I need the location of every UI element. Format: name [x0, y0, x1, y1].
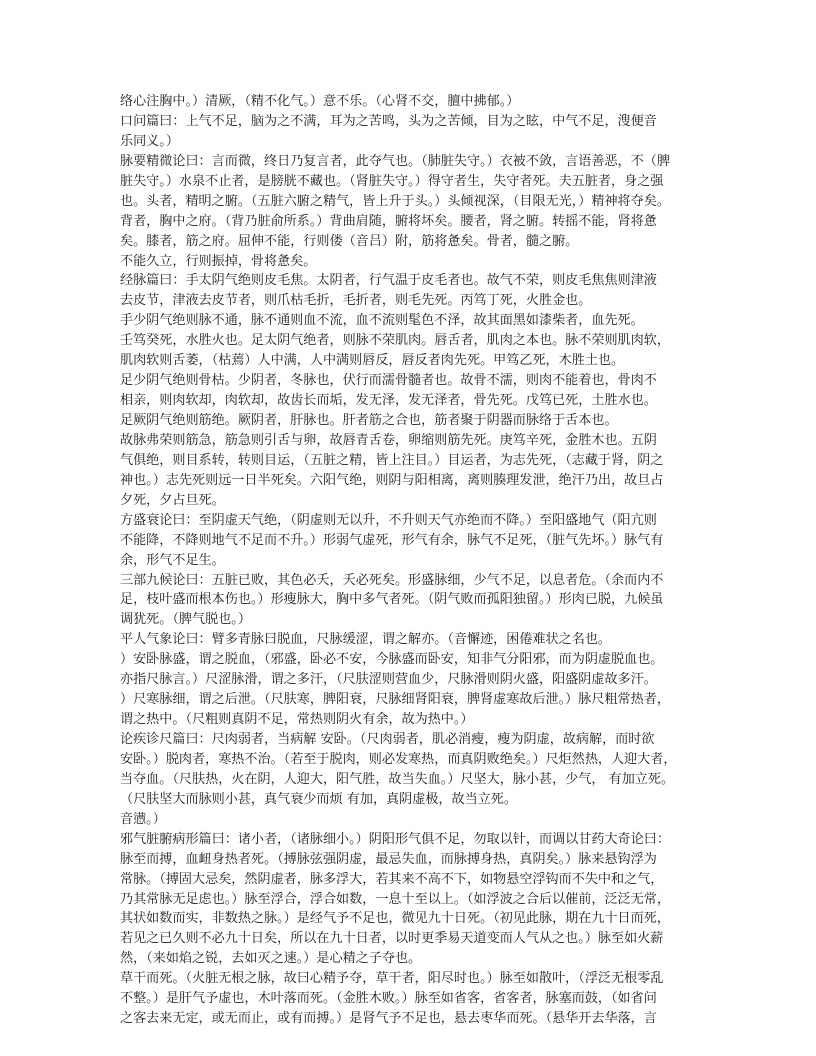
text-line: 气俱绝，则目系转，转则目运，（五脏之精，皆上注目。）目运者，为志先死，（志藏于肾，阴之: [120, 452, 664, 468]
text-line: ）尺寒脉细，谓之后泄。（尺肤寒，脾阳衰，尺脉细肾阳衰，脾肾虚寒故后泄。）脉尺粗常热者，: [120, 692, 670, 708]
text-line: 音懑。）: [120, 811, 166, 827]
text-line: 邪气脏腑病形篇曰：诸小者，（诸脉细小。）阴阳形气俱不足，勿取以针，而调以甘药大奇论曰：: [120, 831, 670, 847]
text-line: 不能久立，行则振掉，骨将惫矣。: [120, 253, 317, 269]
text-line: 矣。膝者，筋之府。屈伸不能，行则偻（音吕）附，筋将惫矣。骨者，髓之腑。: [120, 233, 579, 249]
text-line: （尺肤坚大而脉则小甚，真气衰少而烦 有加，真阴虚极，故当立死。: [120, 791, 517, 807]
text-line: 当夺血。（尺肤热，火在阴，人迎大，阳气胜，故当失血。）尺坚大，脉小甚，少气， 有加立死。: [120, 771, 675, 787]
text-line: 调犹死。（脾气脱也。）: [120, 612, 251, 628]
text-line: 夕死，夕占旦死。: [120, 492, 225, 508]
text-line: 背者，胸中之府。（背乃脏俞所系。）背曲肩随，腑将坏矣。腰者，肾之腑。转摇不能，肾将惫: [120, 213, 657, 229]
text-line: 三部九候论曰：五脏已败，其色必夭，夭必死矣。形盛脉细，少气不足，以息者危。（余而内不: [120, 572, 664, 588]
text-line: 然，（来如焰之锐，去如灭之速。）是心精之子夺也。: [120, 951, 422, 967]
text-line: 乐同义。）: [120, 133, 179, 149]
text-line: 余，形气不足生。: [120, 552, 225, 568]
text-line: 若见之已久则不必九十日矣，所以在九十日者，以时更季易天道变而人气从之也。）脉至如火薪: [120, 931, 664, 947]
text-line: 亦指尺脉言。）尺涩脉滑，谓之多汗，（尺肤涩则营血少，尺脉滑则阴火盛，阳盛阴虚故多汗。: [120, 672, 657, 688]
text-line: 相亲，则肉软却，肉软却，故齿长而垢，发无泽，发无泽者，骨先死。戊笃已死，土胜水也。: [120, 393, 657, 409]
text-line: 去皮节，津液去皮节者，则爪枯毛折，毛折者，则毛先死。丙笃丁死，火胜金也。: [120, 293, 592, 309]
text-line: 肌肉软则舌萎，（枯蔫）人中满，人中满则唇反，唇反者肉先死。甲笃乙死，木胜土也。: [120, 353, 625, 369]
text-line: 不能降，不降则地气不足而不升。）形弱气虚死，形气有余，脉气不足死，（脏气先坏。）脉气有: [120, 532, 664, 548]
text-line: 足少阴气绝则骨枯。少阴者，冬脉也，伏行而濡骨髓者也。故骨不濡，则肉不能着也，骨肉不: [120, 373, 657, 389]
text-line: 安卧。）脱肉者，寒热不治。（若至于脱肉，则必发寒热，而真阴败绝矣。）尺炬然热，人迎大者，: [120, 751, 677, 767]
text-line: 方盛衰论曰：至阴虚天气绝，（阴虚则无以升，不升则天气亦绝而不降。）至阳盛地气（阳亢则: [120, 512, 657, 528]
text-line: 草干而死。（火脏无根之脉，故曰心精予夺，草干者，阳尽时也。）脉至如散叶，（浮泛无根零乱: [120, 971, 664, 987]
text-line: 乃其常脉无足虑也。）脉至浮合，浮合如数，一息十至以上。（如浮波之合后以催前，泛泛无常，: [120, 891, 670, 907]
text-line: ）安卧脉盛，谓之脱血，（邪盛，卧必不安，今脉盛而卧安，知非气分阳邪，而为阴虚脱血也。: [120, 652, 664, 668]
text-line: 壬笃癸死，水胜火也。足太阴气绝者，则脉不荣肌肉。唇舌者，肌肉之本也。脉不荣则肌肉软，: [120, 333, 670, 349]
text-line: 脉至而搏，血衄身热者死。（搏脉弦强阴虚，最忌失血，而脉搏身热，真阴矣。）脉来悬钩浮为: [120, 851, 657, 867]
text-line: 足厥阴气绝则筋绝。厥阴者，肝脉也。肝者筋之合也，筋者聚于阴器而脉络于舌本也。: [120, 413, 618, 428]
text-line: 口问篇曰：上气不足，脑为之不满，耳为之苦鸣，头为之苦倾，目为之眩，中气不足，溲便音: [120, 113, 657, 129]
text-line: 常脉。（搏固大忌矣，然阴虚者，脉多浮大，若其来不高不下，如物悬空浮钩而不失中和之气，: [120, 871, 664, 887]
text-line: 谓之热中。（尺粗则真阴不足，常热则阴火有余，故为热中。）: [120, 712, 474, 728]
text-line: 神也。）志先死则远一日半死矣。六阳气绝，则阴与阳相离，离则腠理发泄，绝汗乃出，故旦占: [120, 472, 664, 488]
text-line: 不整。）是肝气予虚也，木叶落而死。（金胜木败。）脉至如省客，省客者，脉塞而鼓，（如省问: [120, 991, 657, 1007]
text-line: 经脉篇曰：手太阴气绝则皮毛焦。太阴者，行气温于皮毛者也。故气不荣，则皮毛焦焦则津液: [120, 273, 657, 289]
text-line: 平人气象论曰：臂多青脉曰脱血，尺脉缓涩，谓之解亦。（音懈迹，困倦难状之名也。: [120, 632, 612, 648]
document-page: [120, 92, 710, 1029]
text-line: 脉要精微论曰：言而微，终日乃复言者，此夺气也。（肺脏失守。）衣被不敛，言语善恶，不（脾: [120, 153, 670, 169]
text-line: 足，枝叶盛而根本伤也。）形瘦脉大，胸中多气者死。（阴气败而孤阳独留。）形肉已脱，九候虽: [120, 592, 664, 608]
text-line: 其状如数而实，非数热之脉。）是经气予不足也，微见九十日死。（初见此脉，期在九十日而死，: [120, 911, 670, 927]
text-line: 络心注胸中。）清厥，（精不化气。）意不乐。（心肾不交，膻中拂郁。）: [120, 94, 520, 109]
text-line: 脏失守。）水泉不止者，是膀胱不藏也。（肾脏失守。）得守者生，失守者死。夫五脏者，身之强: [120, 173, 664, 189]
text-line: 也。头者，精明之腑。（五脏六腑之精气，皆上升于头。）头倾视深，（目限无光，）精神将夺矣。: [120, 193, 670, 209]
text-line: 论疾诊尺篇曰：尺肉弱者，当病解 安卧。（尺肉弱者，肌必消瘦，瘦为阴虚，故病解，而时欲: [120, 732, 655, 747]
text-line: 手少阴气绝则脉不通，脉不通则血不流，血不流则髦色不泽，故其面黑如漆柴者，血先死。: [120, 313, 644, 329]
text-line: 之客去来无定，或无而止，或有而搏。）是肾气予不足也，悬去枣华而死。（悬华开去华落，言: [120, 1011, 657, 1027]
text-line: 故脉弗荣则筋急，筋急则引舌与卵，故唇青舌卷，卵缩则筋先死。庚笃辛死，金胜木也。五阴: [120, 432, 657, 448]
